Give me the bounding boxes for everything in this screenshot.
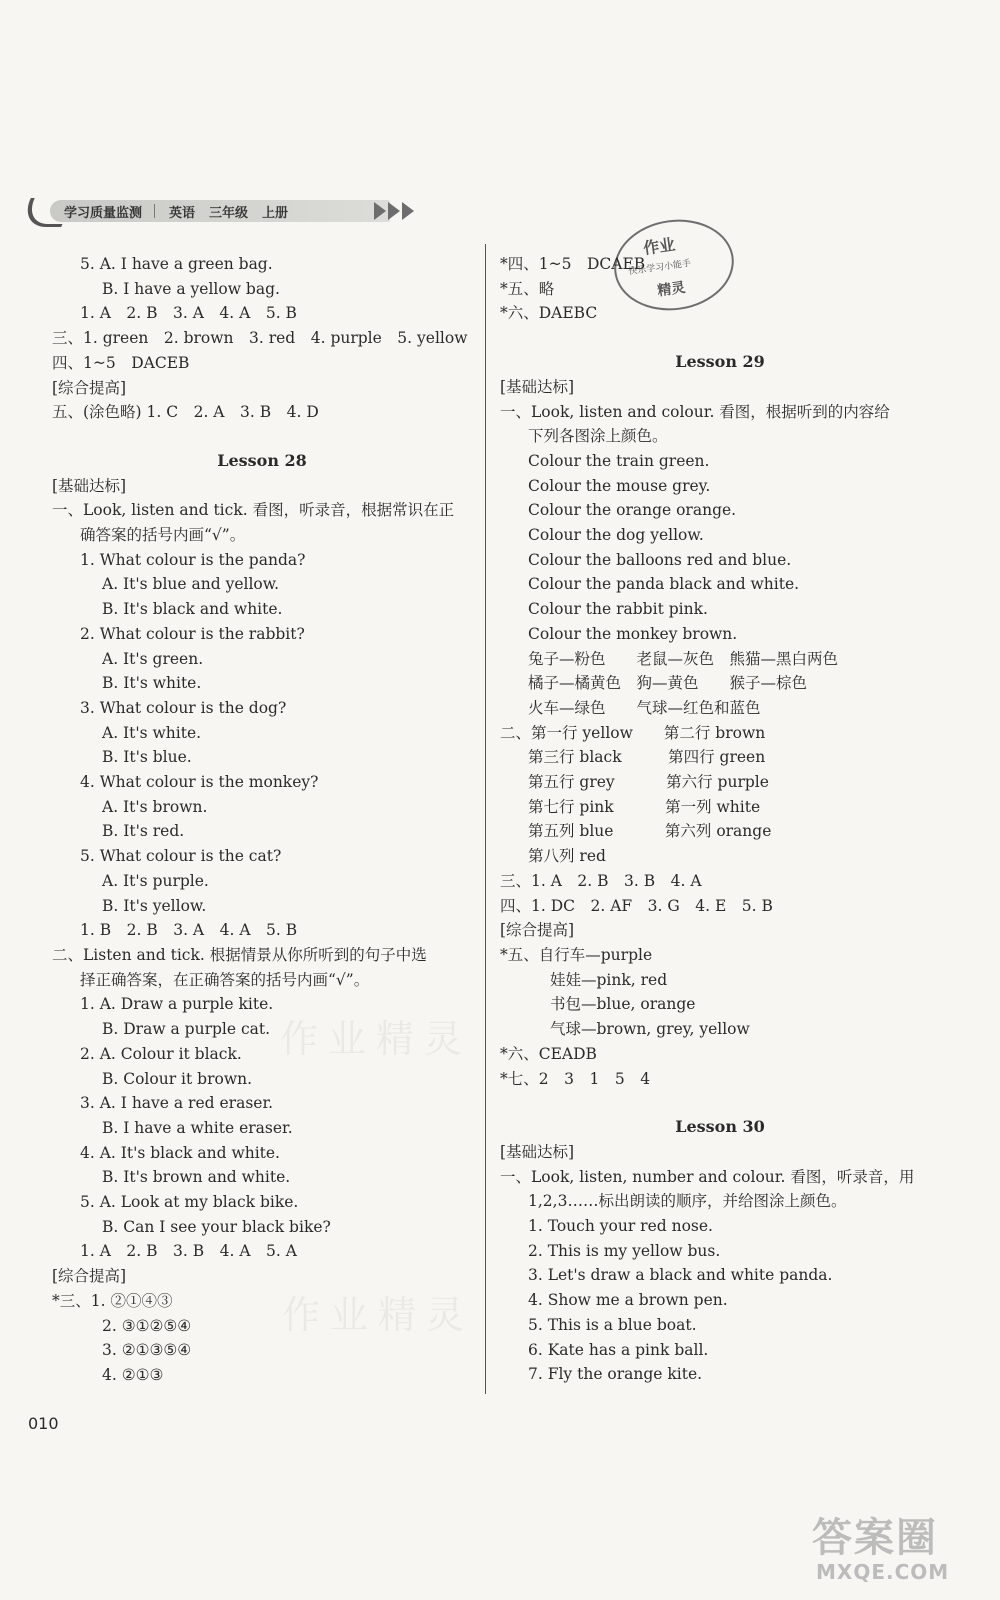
answer-line: 1. A 2. B 3. B 4. A 5. A (80, 1242, 297, 1261)
header-volume: 上册 (262, 205, 289, 221)
answer-line: *七、2 3 1 5 4 (500, 1069, 651, 1088)
answer-line: 四、1. DC 2. AF 3. G 4. E 5. B (500, 896, 773, 915)
answer-line: 二、第一行 yellow 第二行 brown (500, 723, 766, 742)
watermark: 作业精灵 (282, 1293, 475, 1337)
answer-line: 2. What colour is the rabbit? (80, 624, 305, 643)
answer-line: 5. A. Look at my black bike. (80, 1193, 299, 1212)
header-separator (154, 204, 155, 218)
answer-line: 3. Let's draw a black and white panda. (528, 1266, 833, 1285)
logo-text: 答案圈 (812, 1515, 938, 1561)
answer-line: B. It's red. (102, 822, 185, 841)
chevron-right-icon (374, 202, 386, 220)
answer-line: B. I have a yellow bag. (102, 279, 280, 298)
answer-line: B. It's white. (102, 674, 202, 693)
answer-line: 7. Fly the orange kite. (528, 1365, 703, 1384)
answer-line: 4. A. It's black and white. (80, 1143, 280, 1162)
answer-line: 第五行 grey 第六行 purple (528, 773, 769, 792)
page-number: 010 (28, 1414, 59, 1433)
answer-line: *五、自行车—purple (500, 945, 653, 964)
header-series: 学习质量监测 (64, 205, 143, 221)
answer-line: 四、1~5 DACEB (52, 353, 190, 372)
answer-line: 1. A 2. B 3. A 4. A 5. B (80, 304, 297, 323)
answer-line: 3. What colour is the dog? (80, 698, 287, 717)
answer-line: 3. ②①③⑤④ (102, 1341, 192, 1360)
answer-line: 第五列 blue 第六列 orange (528, 822, 772, 841)
answer-line: Colour the balloons red and blue. (528, 550, 792, 569)
answer-line: 三、1. green 2. brown 3. red 4. purple 5. yellow (52, 329, 468, 348)
stamp-middle-text: 快乐学习小能手 (627, 258, 692, 278)
answer-line: 火车—绿色 气球—红色和蓝色 (528, 698, 761, 717)
right-column (500, 252, 940, 1387)
answer-line: A. It's green. (102, 649, 204, 668)
answer-line: A. It's purple. (102, 871, 209, 890)
answer-line: Colour the dog yellow. (528, 526, 704, 545)
logo-url: MXQE.COM (816, 1560, 950, 1584)
answer-line: 1,2,3……标出朗读的顺序，并给图涂上颜色。 (528, 1192, 847, 1211)
answer-line: 6. Kate has a pink ball. (528, 1340, 709, 1359)
header-subject: 英语 (169, 205, 196, 221)
answer-line: B. It's brown and white. (102, 1168, 291, 1187)
answer-line: 气球—brown, grey, yellow (550, 1020, 750, 1039)
answer-line: 第三行 black 第四行 green (528, 748, 766, 767)
answer-line: 1. Touch your red nose. (528, 1217, 713, 1236)
answer-line: [基础达标] (500, 377, 575, 396)
answer-line: 2. This is my yellow bus. (528, 1241, 721, 1260)
chevron-right-icon (388, 202, 400, 220)
answer-line: 书包—blue, orange (550, 995, 696, 1014)
watermark: 作业精灵 (280, 1017, 473, 1061)
answer-line: 2. ③①②⑤④ (102, 1316, 192, 1335)
lesson-heading: Lesson 29 (675, 352, 765, 372)
answer-line: B. It's black and white. (102, 600, 283, 619)
answer-line: [综合提高] (500, 921, 575, 940)
answer-line: 橘子—橘黄色 狗—黄色 猴子—棕色 (528, 674, 808, 693)
answer-line: B. I have a white eraser. (102, 1118, 293, 1137)
header-grade: 三年级 (209, 205, 249, 221)
answer-line: A. It's blue and yellow. (102, 575, 280, 594)
answer-line: 第八列 red (528, 847, 606, 866)
answer-line: B. It's blue. (102, 748, 192, 767)
answer-line: B. Can I see your black bike? (102, 1217, 331, 1236)
answer-line: A. It's brown. (102, 797, 208, 816)
answer-line: 5. This is a blue boat. (528, 1315, 697, 1334)
answer-line: 2. A. Colour it black. (80, 1044, 242, 1063)
answer-line: 择正确答案，在正确答案的括号内画“√”。 (80, 970, 370, 989)
page-header (14, 198, 424, 226)
answer-line: 1. What colour is the panda? (80, 550, 306, 569)
answer-line: B. It's yellow. (102, 896, 207, 915)
left-column (52, 252, 475, 1388)
stamp-bottom-text: 精灵 (656, 279, 687, 300)
answer-line: 五、(涂色略) 1. C 2. A 3. B 4. D (52, 403, 319, 422)
answer-line: 娃娃—pink, red (550, 970, 668, 989)
answer-line: *六、CEADB (500, 1044, 597, 1063)
answer-line: 兔子—粉色 老鼠—灰色 熊猫—黑白两色 (528, 649, 839, 668)
column-divider (485, 244, 486, 1394)
answer-line: 5. What colour is the cat? (80, 847, 282, 866)
answer-line: 4. Show me a brown pen. (528, 1291, 728, 1310)
answer-line: 4. What colour is the monkey? (80, 773, 319, 792)
lesson-heading: Lesson 30 (675, 1117, 765, 1137)
answer-line: *三、1. ②①④③ (52, 1291, 173, 1310)
answer-line: *四、1~5 DCAEB (500, 255, 646, 273)
answer-line: B. Draw a purple cat. (102, 1020, 271, 1039)
answer-line: [综合提高] (52, 1267, 127, 1286)
corner-logo (812, 1506, 972, 1592)
chevron-right-icon (402, 202, 414, 220)
answer-line: 1. B 2. B 3. A 4. A 5. B (80, 921, 298, 940)
answer-line: A. It's white. (102, 723, 202, 742)
answer-line: Colour the monkey brown. (528, 624, 738, 643)
answer-line: 4. ②①③ (102, 1365, 164, 1384)
answer-line: 一、Look, listen and colour. 看图，根据听到的内容给 (500, 402, 890, 421)
answer-line: 5. A. I have a green bag. (80, 255, 273, 273)
answer-line: 3. A. I have a red eraser. (80, 1094, 274, 1113)
answer-line: 一、Look, listen and tick. 看图，听录音，根据常识在正 (52, 501, 455, 520)
lesson-heading: Lesson 28 (217, 450, 307, 470)
answer-line: 1. A. Draw a purple kite. (80, 995, 274, 1014)
answer-line: Colour the rabbit pink. (528, 600, 708, 619)
answer-line: Colour the panda black and white. (528, 575, 800, 594)
answer-line: 一、Look, listen, number and colour. 看图，听录音，用 (500, 1167, 915, 1186)
answer-line: 下列各图涂上颜色。 (528, 427, 668, 446)
answer-line: B. Colour it brown. (102, 1069, 252, 1088)
answer-line: Colour the mouse grey. (528, 476, 711, 495)
answer-line: [综合提高] (52, 378, 127, 397)
answer-line: Colour the orange orange. (528, 501, 737, 520)
answer-line: [基础达标] (500, 1142, 575, 1161)
answer-line: 三、1. A 2. B 3. B 4. A (500, 871, 702, 890)
answer-line: 确答案的括号内画“√”。 (80, 526, 246, 545)
answer-line: 第七行 pink 第一列 white (528, 797, 761, 816)
answer-line: [基础达标] (52, 476, 127, 495)
stamp-top-text: 作业 (642, 234, 677, 259)
header-bar (50, 200, 390, 222)
answer-line: *五、略 (500, 279, 555, 298)
answer-line: *六、DAEBC (500, 304, 598, 323)
answer-line: Colour the train green. (528, 451, 710, 470)
answer-line: 二、Listen and tick. 根据情景从你所听到的句子中选 (52, 945, 427, 964)
